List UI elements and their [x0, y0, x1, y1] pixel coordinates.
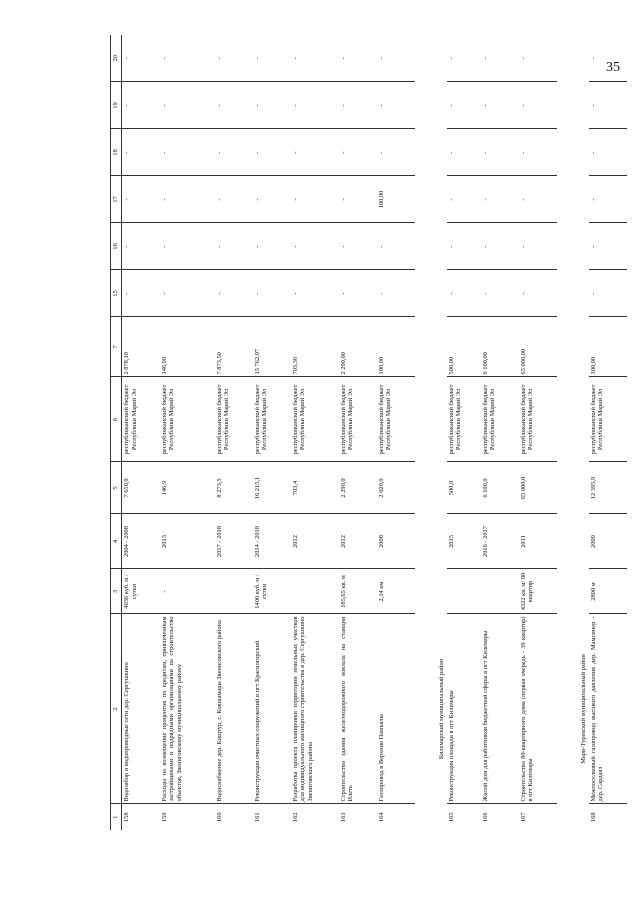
table-row [160, 35, 215, 830]
value-cell: - [253, 129, 291, 176]
value-cell: - [377, 129, 415, 176]
capacity: 2,14 км [377, 569, 415, 614]
row-number: 168 [589, 812, 597, 823]
row-number: 164 [377, 812, 385, 823]
capacity: - [160, 569, 215, 614]
object-name: Газопровод в Верхние Памъялы [377, 614, 415, 804]
row-number: 165 [447, 812, 455, 823]
row-number: 160 [215, 812, 223, 823]
funding-source: республиканский бюджет Республики Марий Эл [481, 377, 519, 462]
object-name: Реконструкция очистных сооружений в пгт Красногорский [253, 614, 291, 804]
value-cell: - [377, 35, 415, 82]
section-heading: Мари-Турекский муниципальный район [579, 654, 587, 764]
row-number: 161 [253, 812, 261, 823]
capacity [291, 569, 339, 614]
period: 2008 [377, 514, 415, 569]
value-cell: - [481, 129, 519, 176]
value-cell: - [122, 223, 160, 270]
object-name: Расходы на возмещение процентов по кредитам, привлеченным застройщиками и подрядными организациями на строительство объектов, Звениговскому муниципальному району [160, 614, 215, 804]
amount: 6 100,00 [481, 317, 519, 377]
period: 2014 - 2018 [253, 514, 291, 569]
capacity: 4322 кв. м/ 80 квартир [519, 569, 557, 614]
value-cell: - [481, 35, 519, 82]
period: 2016 - 2017 [481, 514, 519, 569]
value-cell: - [339, 176, 377, 223]
object-name: Разработка проекта планировки территории земельных участков для индивидуального жилищного строительства в дер. Сергушкино Звениговского района [291, 614, 339, 804]
value-cell: - [589, 223, 627, 270]
period: 2004 - 2008 [122, 514, 160, 569]
row-number: 166 [481, 812, 489, 823]
value-cell: - [160, 223, 215, 270]
amount: 2 290,00 [339, 317, 377, 377]
row-number: 158 [123, 812, 130, 823]
amount: 100,00 [377, 317, 415, 377]
value-cell: - [160, 35, 215, 82]
funding-table [110, 35, 627, 830]
period: 2012 [291, 514, 339, 569]
section-row [557, 35, 589, 830]
row-number: 159 [160, 812, 168, 823]
value-cell: - [339, 35, 377, 82]
value-cell: - [122, 82, 160, 129]
value-cell: - [481, 176, 519, 223]
table-row [519, 35, 557, 830]
object-name: Жилой дом для работников бюджетной сферы в пгт Килемары [481, 614, 519, 804]
capacity: 2800 м [589, 569, 627, 614]
estimated-cost: 703,4 [291, 462, 339, 514]
value-cell: - [519, 223, 557, 270]
column-number: 1 [111, 804, 122, 830]
column-number: 2 [111, 614, 122, 804]
value-cell: - [215, 82, 253, 129]
estimated-cost: 2 020,0 [377, 462, 415, 514]
funding-source: республиканский бюджет Республики Марий Эл [377, 377, 415, 462]
value-cell: - [519, 270, 557, 317]
value-cell: - [589, 35, 627, 82]
value-cell: - [447, 129, 481, 176]
capacity: 4036 куб. м / сутки [122, 569, 160, 614]
column-number: 3 [111, 569, 122, 614]
table-row [215, 35, 253, 830]
period: 2012 [339, 514, 377, 569]
estimated-cost: 8 273,5 [215, 462, 253, 514]
object-name: Строительство здания железнодорожного вокзала на станции Илеть [339, 614, 377, 804]
table-row [122, 35, 160, 830]
table-row [377, 35, 415, 830]
value-cell: - [339, 270, 377, 317]
estimated-cost: 7 650,0 [122, 462, 160, 514]
period: 2017 - 2018 [215, 514, 253, 569]
row-number: 167 [519, 812, 527, 823]
table-row [339, 35, 377, 830]
value-cell: - [481, 82, 519, 129]
value-cell: - [160, 129, 215, 176]
estimated-cost: 500,0 [447, 462, 481, 514]
value-cell: - [447, 176, 481, 223]
table-row [589, 35, 627, 830]
value-cell: - [447, 82, 481, 129]
value-cell: - [291, 270, 339, 317]
amount: 146,90 [160, 317, 215, 377]
column-number: 20 [111, 35, 122, 82]
estimated-cost: 6 100,0 [481, 462, 519, 514]
value-cell: - [519, 82, 557, 129]
value-cell: - [122, 176, 160, 223]
value-cell: - [160, 176, 215, 223]
capacity: 1400 куб. м /сутки [253, 569, 291, 614]
value-cell: - [122, 270, 160, 317]
value-cell: - [291, 223, 339, 270]
funding-source: республиканский бюджет Республики Марий Эл [447, 377, 481, 462]
value-cell: - [215, 129, 253, 176]
object-name: Водоснабжение дер. Кищтур, с. Кокшамары Звениговского района [215, 614, 253, 804]
column-number: 7 [111, 317, 122, 377]
value-cell: - [589, 82, 627, 129]
capacity [447, 569, 481, 614]
object-name: Межпоселковый газопровод высокого давления дер. Мамсинер - дер. Сардаял [589, 614, 627, 804]
value-cell: - [215, 223, 253, 270]
value-cell: - [291, 82, 339, 129]
funding-source: республиканский бюджет Республики Марий Эл [519, 377, 557, 462]
amount: 500,00 [447, 317, 481, 377]
object-name: Строительство 80-квартирного дома (первая очередь - 39 квартир) в пгт Килемары [519, 614, 557, 804]
value-cell: - [339, 223, 377, 270]
column-number-header [111, 35, 122, 830]
period: 2015 [447, 514, 481, 569]
object-name: Водозабор и водопроводные сети дер. Сергушкино [122, 614, 160, 804]
row-number: 163 [339, 812, 347, 823]
value-cell: - [377, 270, 415, 317]
value-cell: - [519, 35, 557, 82]
value-cell: - [339, 82, 377, 129]
value-cell: - [447, 270, 481, 317]
period: 2009 [589, 514, 627, 569]
funding-source: республиканский бюджет Республики Марий Эл [291, 377, 339, 462]
value-cell: - [589, 129, 627, 176]
value-cell: - [447, 223, 481, 270]
amount: 2 878,10 [122, 317, 160, 377]
estimated-cost: 12 395,9 [589, 462, 627, 514]
value-cell: - [291, 35, 339, 82]
funding-source: республиканский бюджет Республики Марий Эл [160, 377, 215, 462]
value-cell: - [215, 270, 253, 317]
estimated-cost: 2 290,0 [339, 462, 377, 514]
column-number: 18 [111, 129, 122, 176]
value-cell: - [339, 129, 377, 176]
period: 2013 [160, 514, 215, 569]
column-number: 19 [111, 82, 122, 129]
page-number: 35 [606, 60, 620, 75]
value-cell: - [481, 223, 519, 270]
value-cell: - [215, 35, 253, 82]
column-number: 5 [111, 462, 122, 514]
value-cell: - [160, 270, 215, 317]
capacity: 185,65 кв. м [339, 569, 377, 614]
value-cell: - [447, 35, 481, 82]
value-cell: - [253, 82, 291, 129]
table-row [253, 35, 291, 830]
value-cell: - [253, 35, 291, 82]
estimated-cost: 146,9 [160, 462, 215, 514]
value-cell: - [291, 176, 339, 223]
period: 2011 [519, 514, 557, 569]
value-cell: - [519, 176, 557, 223]
value-cell: - [377, 82, 415, 129]
value-cell: - [122, 35, 160, 82]
capacity [481, 569, 519, 614]
funding-source: республиканский бюджет Республики Марий Эл [253, 377, 291, 462]
column-number: 15 [111, 270, 122, 317]
value-cell: - [291, 129, 339, 176]
funding-source: республиканский бюджет Республики Марий Эл [339, 377, 377, 462]
column-number: 4 [111, 514, 122, 569]
capacity [215, 569, 253, 614]
section-row [415, 35, 447, 830]
value-cell: - [377, 223, 415, 270]
value-cell: - [253, 223, 291, 270]
value-cell: - [589, 176, 627, 223]
row-number: 162 [291, 812, 299, 823]
value-cell: - [253, 176, 291, 223]
amount: 300,00 [589, 317, 627, 377]
funding-source: республиканский бюджет Республики Марий Эл [589, 377, 627, 462]
value-cell: - [519, 129, 557, 176]
amount: 15 762,07 [253, 317, 291, 377]
table-row [481, 35, 519, 830]
amount: 65 000,00 [519, 317, 557, 377]
value-cell: - [589, 270, 627, 317]
funding-source: республиканский бюджет Республики Марий Эл [122, 377, 160, 462]
value-cell: - [481, 270, 519, 317]
value-cell: - [160, 82, 215, 129]
value-cell: - [253, 270, 291, 317]
object-name: Реконструкция площади в пгт Килемары [447, 614, 481, 804]
amount: 7 873,50 [215, 317, 253, 377]
value-cell: - [215, 176, 253, 223]
estimated-cost: 16 215,1 [253, 462, 291, 514]
table-row [447, 35, 481, 830]
table-row [291, 35, 339, 830]
estimated-cost: 65 000,0 [519, 462, 557, 514]
column-number: 6 [111, 377, 122, 462]
amount: 703,36 [291, 317, 339, 377]
column-number: 16 [111, 223, 122, 270]
section-heading: Килемарский муниципальный район [437, 658, 445, 760]
funding-source: республиканский бюджет Республики Марий Эл [215, 377, 253, 462]
value-cell: - [122, 129, 160, 176]
value-cell: 100,00 [377, 176, 415, 223]
column-number: 17 [111, 176, 122, 223]
